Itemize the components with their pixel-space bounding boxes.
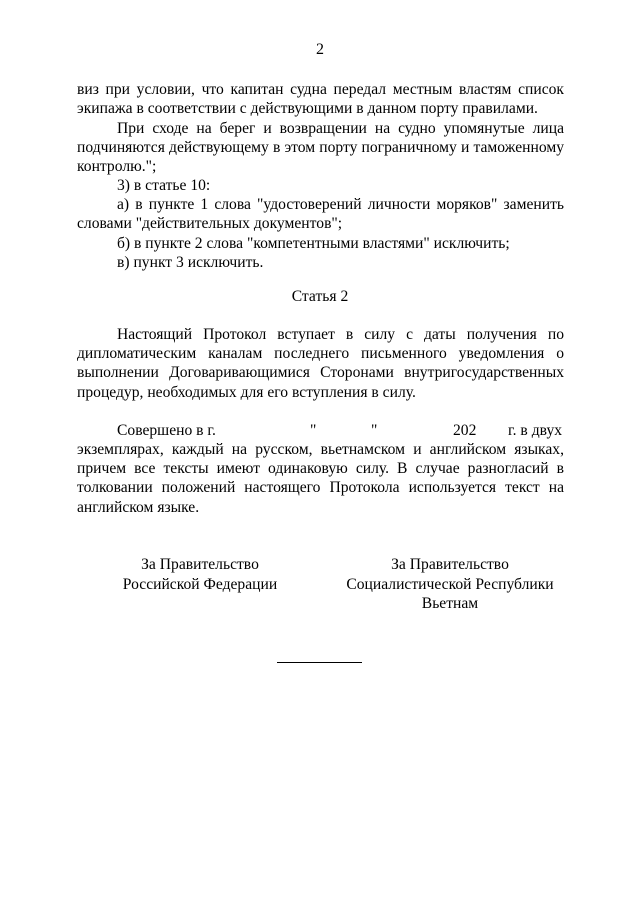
signature-block-russia <box>90 555 310 594</box>
article-2-heading: Статья 2 <box>291 288 349 305</box>
signature-vietnam-line-1: За Правительство <box>391 556 509 573</box>
signing-quote-open: " <box>310 422 317 439</box>
item-article-10-c: в) пункт 3 исключить. <box>117 254 264 271</box>
paragraph-border-control: При сходе на берег и возвращении на судно упомянутые лица подчиняются действующему в этом порту пограничному и таможенному контролю."; <box>77 120 564 176</box>
signature-vietnam-line-2: Социалистической Республики <box>346 575 554 593</box>
signature-russia-line-2: Российской Федерации <box>122 575 278 593</box>
signature-russia-line-1: За Правительство <box>141 556 259 573</box>
paragraph-visa-condition: виз при условии, что капитан судна передал местным властям список экипажа в соответствии с действующими в данном порту правилами. <box>77 81 564 118</box>
signing-place-label: Совершено в г. <box>117 422 216 439</box>
item-article-10-b: б) в пункте 2 слова "компетентными властями" исключить; <box>117 235 510 252</box>
signing-year: 202 <box>453 422 477 439</box>
paragraph-copies-languages: экземплярах, каждый на русском, вьетнамском и английском языках, причем все тексты имеют одинаковую силу. В случае разногласий в толковании положений настоящего Протокола используется текст на английском языке. <box>77 441 564 516</box>
signing-quote-close: " <box>371 422 378 439</box>
paragraph-entry-into-force: Настоящий Протокол вступает в силу с даты получения по дипломатическим каналам последнего письменного уведомления о выполнении Договаривающимися Сторонами внутригосударственных процедур, необходимых для его вступления в силу. <box>77 326 564 401</box>
end-divider <box>277 662 362 663</box>
signing-line <box>77 421 564 441</box>
signature-vietnam-line-3: Вьетнам <box>421 595 479 613</box>
item-article-10-a: а) в пункте 1 слова "удостоверений личности моряков" заменить словами "действительных документов"; <box>77 196 564 233</box>
item-article-10: 3) в статье 10: <box>117 177 211 194</box>
signing-tail: г. в двух <box>508 422 563 439</box>
signature-block-vietnam <box>330 555 570 614</box>
page-number: 2 <box>316 41 324 58</box>
